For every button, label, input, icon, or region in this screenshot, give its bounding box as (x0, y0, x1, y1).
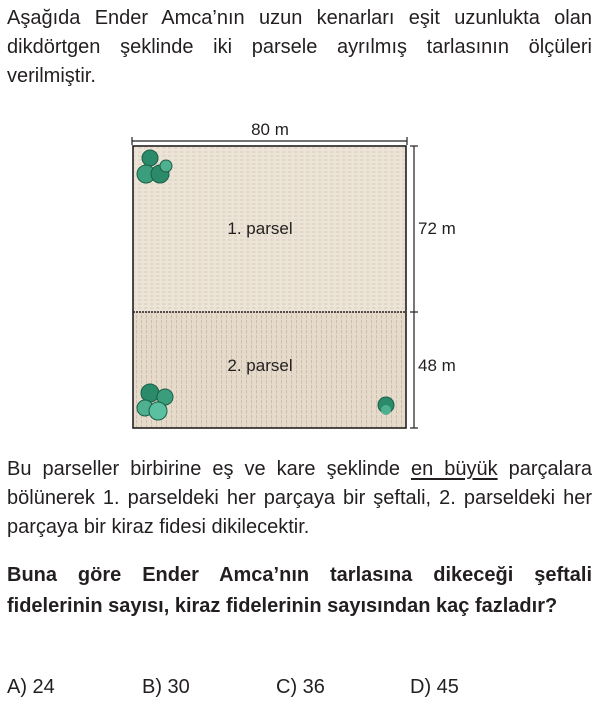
parcel-1-label: 1. parsel (227, 219, 293, 238)
body-text-part-2: parçalara bölünerek 1. parseldeki her parçaya bir şeftali, 2. parseldeki her parçaya bir kiraz fidesi dikilecektir. (7, 458, 592, 538)
option-c[interactable]: C) 36 (276, 676, 325, 698)
answer-options (0, 676, 592, 704)
option-d[interactable]: D) 45 (410, 676, 459, 698)
body-paragraph (7, 455, 592, 542)
parcel-2-height-label: 48 m (418, 356, 456, 375)
intro-paragraph: Aşağıda Ender Amca’nın uzun kenarları eşit uzunlukta olan dikdörtgen şeklinde iki parsele ayrılmış tarlasının ölçüleri verilmiştir. (7, 7, 592, 87)
option-b[interactable]: B) 30 (142, 676, 190, 698)
field-figure (0, 110, 592, 440)
parcel-1-height-label: 72 m (418, 219, 456, 238)
parcel-2 (133, 312, 406, 428)
width-dimension (132, 120, 407, 145)
height-dimensions (410, 146, 456, 428)
parcel-2-label: 2. parsel (227, 356, 293, 375)
question-text: Buna göre Ender Amca’nın tarlasına dikeceği şeftali fidelerinin sayısı, kiraz fidelerinin sayısından kaç fazladır? (7, 564, 592, 617)
parcel-1 (133, 146, 406, 312)
option-a[interactable]: A) 24 (7, 676, 55, 698)
underlined-phrase: en büyük (410, 458, 498, 480)
body-text-part-1: Bu parseller birbirine eş ve kare şeklinde (7, 458, 411, 480)
width-label: 80 m (251, 120, 289, 139)
